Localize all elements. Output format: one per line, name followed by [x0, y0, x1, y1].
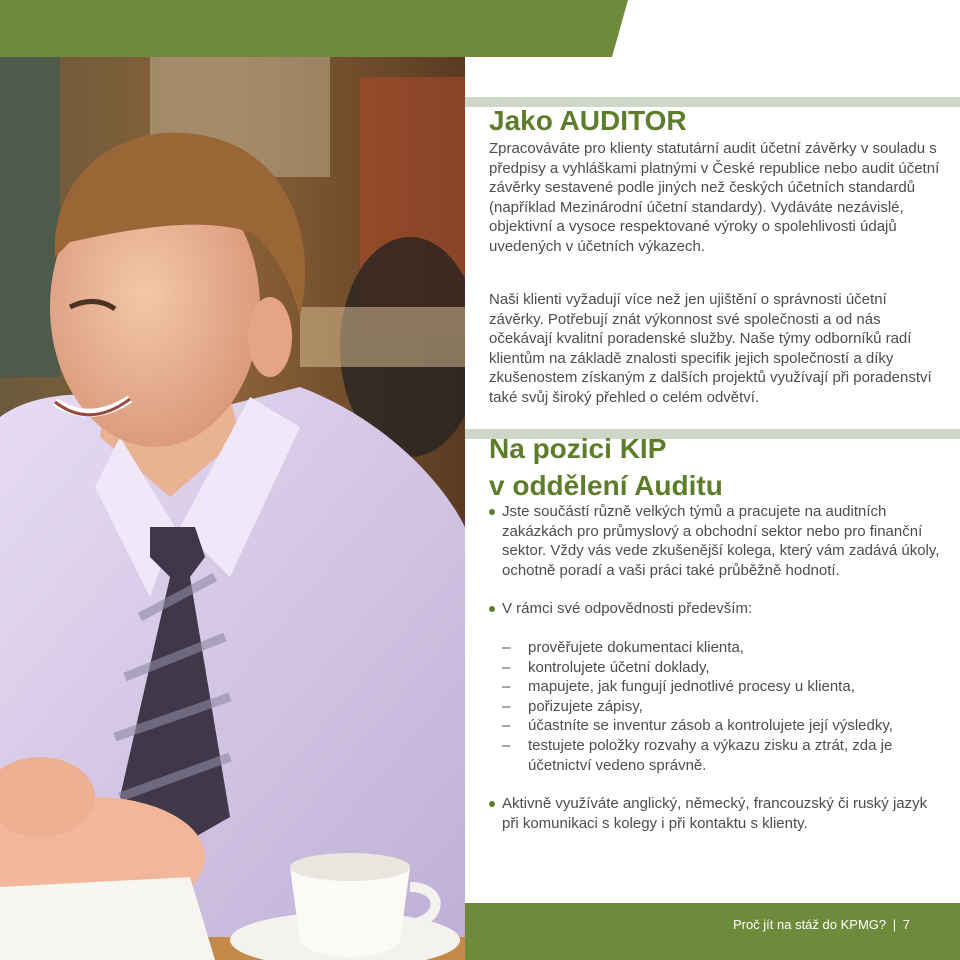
bullet-dot-icon [489, 606, 495, 612]
duties-list [502, 638, 944, 775]
bullet-text: Jste součástí různě velkých týmů a pracujete na auditních zakázkách pro průmyslový a obchodní sektor nebo pro finanční sektor. Vždy vás vede zkušenější kolega, který vám zadává úkoly, ochotně poradí a vaši práci také průběžně hodnotí. [502, 503, 940, 579]
top-banner-shape [0, 0, 960, 57]
heading-kip-line-2: v oddělení Auditu [489, 470, 723, 501]
photo-illustration [0, 57, 465, 960]
dash-marker: – [502, 736, 511, 754]
auditor-paragraph-1: Zpracováváte pro klienty statutární audit účetní závěrky v souladu s předpisy a vyhláškami platnými v České republice nebo audit účetní závěrky sestavené podle jiných než českých účetních standardů (například Mezinárodní účetní standardy). Vydáváte nezávislé, objektivní a vysoce respektované výroky o spolehlivosti údajů uvedených v účetních výkazech. [489, 140, 940, 255]
duty-text: testujete položky rozvahy a výkazu zisku a ztrát, zda je účetnictví vedeno správně. [528, 736, 893, 774]
kip-bullet-list [489, 502, 944, 833]
auditor-paragraph-2: Naši klienti vyžadují více než jen ujištění o správnosti účetní závěrky. Potřebují znát výkonnost své společnosti a od nás očekávají kvalitní poradenské služby. Naše týmy odborníků radí klientům na základě znalosti specifik jejich společností a díky zkušenostem získaným z dalších projektů využívají při poradenství také svůj široký přehled o celém odvětví. [489, 291, 932, 406]
dash-marker: – [502, 658, 511, 676]
footer-caption [733, 917, 910, 932]
top-banner [0, 0, 960, 57]
duty-text: kontrolujete účetní doklady, [528, 658, 710, 676]
duty-item [502, 736, 944, 775]
duty-text: prověřujete dokumentaci klienta, [528, 638, 744, 656]
duty-text: mapujete, jak fungují jednotlivé procesy u klienta, [528, 678, 855, 696]
heading-auditor: Jako AUDITOR [489, 105, 687, 136]
heading-kip-line-1: Na pozici KIP [489, 433, 667, 464]
bullet-item-responsibilities [489, 599, 944, 775]
duty-text: pořizujete zápisy, [528, 697, 643, 715]
duty-item [502, 658, 944, 678]
dash-marker: – [502, 697, 511, 715]
bullet-text: V rámci své odpovědnosti především: [502, 600, 753, 618]
footer-bar [465, 903, 960, 960]
duty-text: účastníte se inventur zásob a kontrolujete její výsledky, [528, 717, 893, 735]
footer-separator: | [892, 917, 897, 932]
heading-kip [489, 430, 949, 504]
dash-marker: – [502, 638, 511, 656]
bullet-item-teams [489, 502, 944, 580]
footer-title: Proč jít na stáž do KPMG? [732, 917, 887, 932]
duty-item [502, 697, 944, 717]
duty-item [502, 716, 944, 736]
dash-marker: – [502, 717, 511, 735]
bullet-text: Aktivně využíváte anglický, německý, francouzský či ruský jazyk při komunikaci s kolegy i při kontaktu s klienty. [502, 795, 928, 832]
duty-item [502, 638, 944, 658]
bullet-dot-icon [489, 801, 495, 807]
bullet-item-languages [489, 794, 944, 833]
page-number: 7 [902, 917, 910, 932]
bullet-dot-icon [489, 509, 495, 515]
hero-photo [0, 57, 465, 960]
dash-marker: – [502, 678, 511, 696]
duty-item [502, 677, 944, 697]
